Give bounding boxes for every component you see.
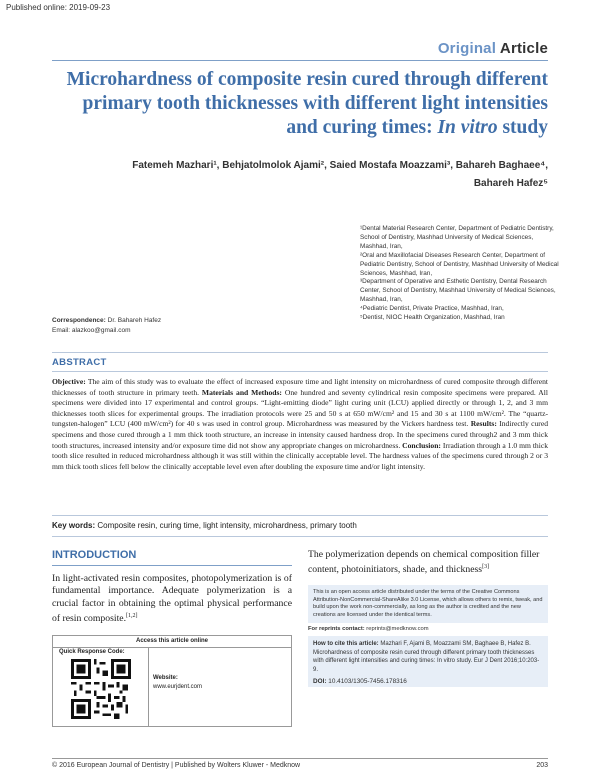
authors — [120, 157, 548, 193]
intro-ref: [1,2] — [126, 612, 138, 619]
website-block — [153, 674, 202, 692]
article-type — [438, 40, 548, 57]
keywords-label: Key words: — [52, 521, 96, 530]
right-intro-ref: [3] — [482, 564, 490, 571]
objective-label: Objective: — [52, 377, 86, 386]
right-column-text — [308, 549, 548, 577]
abstract-heading: ABSTRACT — [52, 357, 107, 368]
qr-code-icon[interactable] — [71, 659, 131, 719]
correspondence — [52, 316, 161, 336]
introduction-text — [52, 573, 292, 625]
doi-value[interactable]: 10.4103/1305-7456.178316 — [326, 678, 407, 685]
qr-label: Quick Response Code: — [59, 649, 125, 655]
abstract-rule-top — [52, 352, 548, 353]
keywords-rule-top — [52, 515, 548, 516]
introduction-heading: INTRODUCTION — [52, 549, 137, 561]
email-label: Email: — [52, 327, 71, 334]
title-main: Microhardness of composite resin cured through different primary tooth thicknesses with different light intensities and curing times: — [66, 69, 548, 138]
keywords-text: Composite resin, curing time, light intensity, microhardness, primary tooth — [95, 521, 357, 530]
access-divider — [148, 647, 149, 726]
affiliation-3: ³Department of Operative and Esthetic Dentistry, Dental Research Center, School of Dentistry, Mashhad University of Medical Sciences, Mashhad, Iran, — [360, 278, 556, 304]
paper-title — [52, 68, 548, 140]
published-date: Published online: 2019-09-23 — [6, 3, 111, 12]
abstract-rule-bottom — [52, 371, 548, 372]
correspondence-label: Correspondence: — [52, 317, 106, 324]
footer — [52, 762, 548, 769]
access-header: Access this article online — [53, 636, 291, 648]
affiliation-1: ¹Dental Material Research Center, Department of Pediatric Dentistry, School of Dentistry, Mashhad University of Medical Sciences, Mashhad, Iran, — [360, 225, 554, 250]
howto-text: Mazhari F, Ajami B, Moazzami SM, Baghaee B, Hafez B. Microhardness of composite resin cured through different primary tooth thicknesses with different light intensities and curing times: In vitro study. Eur J Dent 2016;10:203-9. — [313, 641, 540, 673]
authors-line-1: Fatemeh Mazhari¹, Behjatolmolok Ajami², Saied Mostafa Moazzami³, Bahareh Baghaee⁴, — [132, 160, 548, 171]
title-end: study — [497, 117, 548, 138]
conclusion-label: Conclusion: — [402, 440, 441, 450]
results-label: Results: — [470, 419, 497, 429]
affiliation-4: ⁴Pediatric Dentist, Private Practice, Mashhad, Iran, — [360, 305, 504, 313]
authors-line-2: Bahareh Hafez⁵ — [473, 178, 548, 189]
email-address[interactable]: alazkoo@gmail.com — [70, 327, 131, 334]
footer-rule — [52, 758, 548, 759]
introduction-rule — [52, 565, 292, 566]
affiliation-5: ⁵Dentist, NIOC Health Organization, Mashhad, Iran — [360, 314, 505, 322]
abstract-body — [52, 377, 548, 472]
website-link[interactable]: www.eurjdent.com — [153, 684, 203, 690]
access-box — [52, 635, 292, 727]
right-intro-body: The polymerization depends on chemical composition filler content, photoinitiators, shade, and thickness — [308, 549, 540, 576]
keywords-rule-bottom — [52, 536, 548, 537]
reprints — [308, 626, 548, 632]
article-type-article: Article — [499, 40, 548, 57]
reprints-label: For reprints contact: — [308, 626, 365, 632]
affiliation-2: ²Oral and Maxillofacial Diseases Research Center, Department of Pediatric Dentistry, School of Dentistry, Mashhad University of Medical Sciences, Mashhad, Iran, — [360, 251, 559, 277]
correspondence-name: Dr. Bahareh Hafez — [105, 317, 162, 324]
howto-label: How to cite this article: — [313, 641, 379, 647]
website-label: Website: — [153, 675, 178, 681]
methods-label: Materials and Methods: — [201, 387, 282, 397]
title-italic: In vitro — [437, 117, 498, 138]
intro-body: In light-activated resin composites, photopolymerization is of fundamental importance. Adequate polymerization is a crucial factor in obtaining the optimal physical performance of resin composite. — [52, 573, 292, 625]
results-text: Indirectly cured specimens and those cured through a 1 mm thick tooth structure, an increase in intensity caused hardness drop. In the specimens cured through2 and 3 mm thick tooth structures, increased intensity and/or exposure time did not show any appropriate changes on microhardness. — [52, 419, 548, 450]
objective-text: The aim of this study was to evaluate the effect of increased exposure time and light intensity on microhardness of cured composite through different thicknesses of tooth structure in primary teeth. — [52, 377, 548, 397]
license-box: This is an open access article distributed under the terms of the Creative Commons Attribution-NonCommercial-ShareAlike 3.0 License, which allows others to remix, tweak, and build upon the work non-commercially, as long as the author is credited and the new creations are licensed under the identical terms. — [308, 585, 548, 623]
header-rule — [52, 60, 548, 61]
footer-copyright: © 2016 European Journal of Dentistry | Published by Wolters Kluwer - Medknow — [52, 762, 301, 769]
doi — [313, 678, 407, 685]
doi-label: DOI: — [313, 678, 327, 685]
article-type-original: Original — [437, 40, 497, 57]
conclusion-text: Irradiation through a 1.0 mm thick tooth slice resulted in reduced microhardness although it was still within the clinically acceptable level. The hardness values of the specimens cured through 2 or 3 mm thick tooth slices fell below the clinically acceptable level even after doubling the exposure time and/or light intensity. — [52, 440, 549, 471]
reprints-email[interactable]: reprints@medknow.com — [364, 626, 429, 632]
keywords — [52, 521, 357, 530]
page-number: 203 — [536, 762, 548, 769]
affiliations — [360, 225, 560, 323]
methods-text: One hundred and seventy cylindrical resin composite specimens were prepared. All specimens were divided into 17 experimental and control groups. “Light-emitting diode” light curing unit (LCU) applied directly or through 1, 2, and 3 mm thicknesses tooth slices for experimental groups. The irradiation protocols were 25 and 50 s at 650 mW/cm² and 15 and 30 s at 1100 mW/cm². The “quartz-tungsten-halogen” LCU (400 mW/cm²) for 40 s was used in control group. Microhardness was measured by the Vickers hardness test. — [52, 387, 549, 429]
